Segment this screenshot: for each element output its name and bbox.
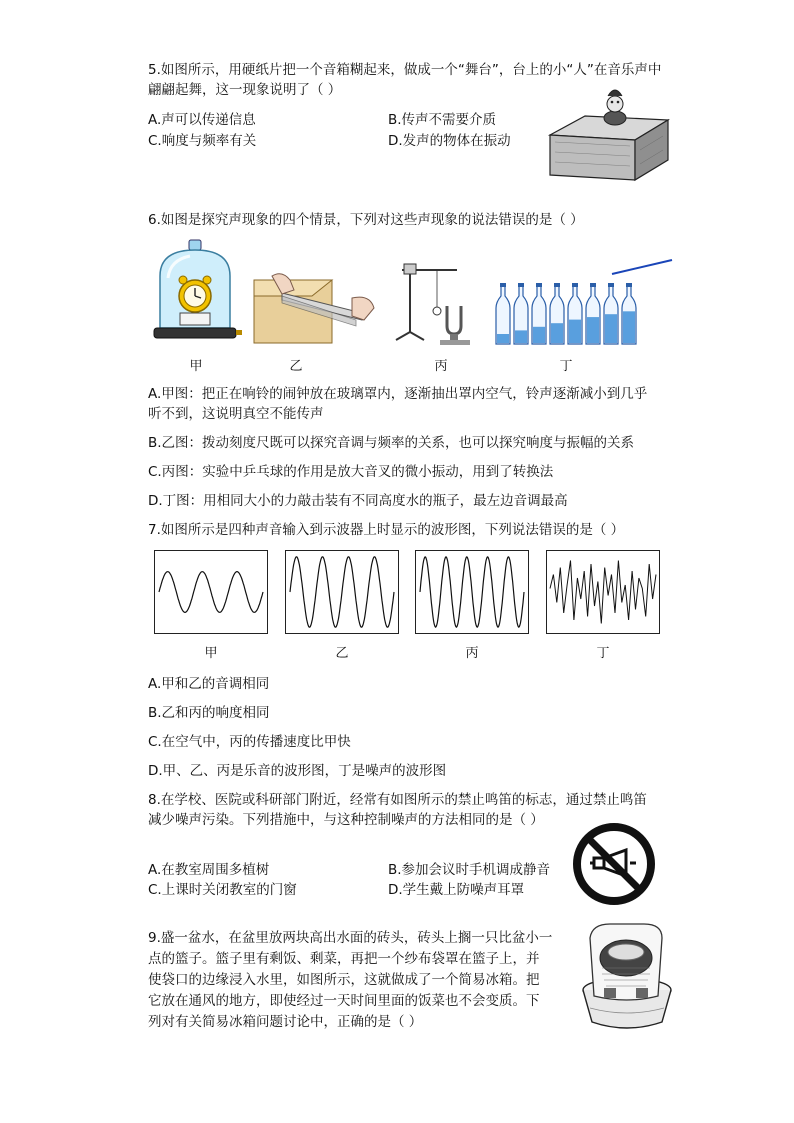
simple-fridge-figure <box>580 918 674 1034</box>
q5-option-c[interactable]: C.响度与频率有关 <box>148 133 257 149</box>
q6-option-a-line2[interactable]: 听不到，这说明真空不能传声 <box>148 406 324 422</box>
waveform-ding <box>546 550 660 634</box>
q7-stem: 7.如图所示是四种声音输入到示波器上时显示的波形图，下列说法错误的是（ ） <box>148 522 625 538</box>
bottle-water <box>551 323 563 343</box>
q7-option-a[interactable]: A.甲和乙的音调相同 <box>148 676 270 692</box>
q9-line5: 列对有关简易冰箱问题讨论中，正确的是（ ） <box>148 1014 423 1030</box>
waveform-bing <box>415 550 529 634</box>
q8-option-a[interactable]: A.在教室周围多植树 <box>148 862 270 878</box>
q8-stem-line2: 减少噪声污染。下列措施中，与这种控制噪声的方法相同的是（ ） <box>148 812 544 828</box>
bottle-water <box>497 334 509 343</box>
q7-caption-jia: 甲 <box>204 646 218 661</box>
bottle-cap <box>554 283 560 287</box>
q6-option-d[interactable]: D.丁图：用相同大小的力敲击装有不同高度水的瓶子，最左边音调最高 <box>148 493 568 509</box>
bell-jar-figure <box>150 238 242 348</box>
q7-caption-bing: 丙 <box>465 646 479 661</box>
speaker-stage-figure <box>545 80 670 186</box>
waveform-yi <box>285 550 399 634</box>
q7-caption-ding: 丁 <box>596 646 610 661</box>
q6-caption-jia: 甲 <box>189 359 203 374</box>
bottle-water <box>605 314 617 343</box>
q5-option-b[interactable]: B.传声不需要介质 <box>388 112 497 128</box>
q9-line2: 点的篮子。篮子里有剩饭、剩菜，再把一个纱布袋罩在篮子上，并 <box>148 951 540 967</box>
q8-option-d[interactable]: D.学生戴上防噪声耳罩 <box>388 882 525 898</box>
q8-stem-line1: 8.在学校、医院或科研部门附近，经常有如图所示的禁止鸣笛的标志，通过禁止鸣笛 <box>148 792 647 808</box>
q9-line1: 9.盛一盆水，在盆里放两块高出水面的砖头，砖头上搁一只比盆小一 <box>148 930 553 946</box>
bottle-cap <box>590 283 596 287</box>
q7-option-b[interactable]: B.乙和丙的响度相同 <box>148 705 270 721</box>
waveform-jia <box>154 550 268 634</box>
q6-option-a-line1[interactable]: A.甲图：把正在响铃的闹钟放在玻璃罩内，逐渐抽出罩内空气，铃声逐渐减小到几乎 <box>148 386 648 402</box>
bottle-water <box>515 330 527 343</box>
q9-line4: 它放在通风的地方，即使经过一天时间里面的饭菜也不会变质。下 <box>148 993 540 1009</box>
no-horn-sign-icon <box>572 822 656 906</box>
q6-caption-ding: 丁 <box>559 359 573 374</box>
ruler-table-figure <box>252 268 382 346</box>
tuning-fork-figure <box>392 258 482 348</box>
q5-option-a[interactable]: A.声可以传递信息 <box>148 112 256 128</box>
bottle-cap <box>626 283 632 287</box>
q7-option-c[interactable]: C.在空气中，丙的传播速度比甲快 <box>148 734 351 750</box>
q6-option-c[interactable]: C.丙图：实验中乒乓球的作用是放大音叉的微小振动，用到了转换法 <box>148 464 554 480</box>
q5-stem-line2: 翩翩起舞，这一现象说明了（ ） <box>148 82 342 98</box>
bottle-water <box>587 317 599 343</box>
q5-option-d[interactable]: D.发声的物体在振动 <box>388 133 511 149</box>
q6-option-b[interactable]: B.乙图：拨动刻度尺既可以探究音调与频率的关系，也可以探究响度与振幅的关系 <box>148 435 635 451</box>
q8-option-c[interactable]: C.上课时关闭教室的门窗 <box>148 882 297 898</box>
q9-line3: 使袋口的边缘浸入水里，如图所示，这就做成了一个简易冰箱。把 <box>148 972 540 988</box>
water-bottles-figure <box>492 256 674 346</box>
bottle-cap <box>608 283 614 287</box>
q8-option-b[interactable]: B.参加会议时手机调成静音 <box>388 862 551 878</box>
q7-option-d[interactable]: D.甲、乙、丙是乐音的波形图，丁是噪声的波形图 <box>148 763 447 779</box>
bottle-cap <box>518 283 524 287</box>
q6-stem: 6.如图是探究声现象的四个情景，下列对这些声现象的说法错误的是（ ） <box>148 212 584 228</box>
q7-caption-yi: 乙 <box>335 646 349 661</box>
q5-stem-line1: 5.如图所示，用硬纸片把一个音箱糊起来，做成一个“舞台”，台上的小“人”在音乐声中 <box>148 62 662 78</box>
bottle-cap <box>572 283 578 287</box>
bottle-water <box>533 327 545 343</box>
q6-caption-yi: 乙 <box>289 359 303 374</box>
bottle-water <box>623 311 635 343</box>
bottle-water <box>569 320 581 343</box>
q6-caption-bing: 丙 <box>434 359 448 374</box>
bottle-cap <box>500 283 506 287</box>
bottle-cap <box>536 283 542 287</box>
